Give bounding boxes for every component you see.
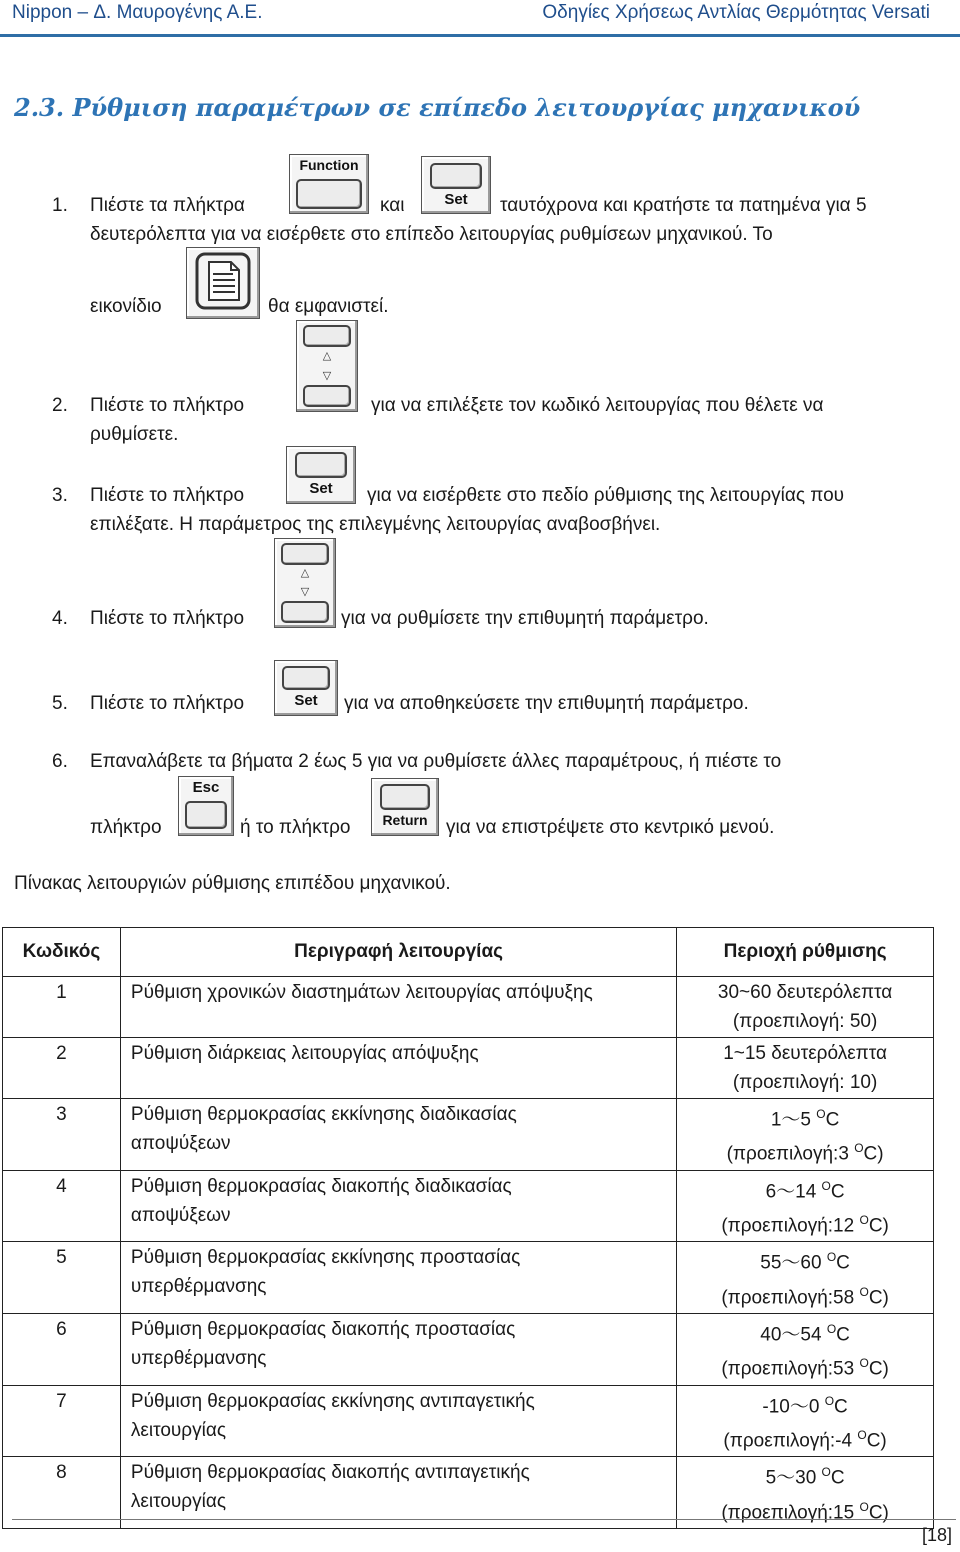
step-1-text-f: θα εμφανιστεί.: [268, 296, 389, 317]
header-document-title: Οδηγίες Χρήσεως Αντλίας Θερμότητας Versati: [542, 2, 930, 23]
row-range-line1: -10～0: [762, 1395, 820, 1417]
set-key-label: Set: [294, 692, 318, 709]
table-row: [3, 1313, 934, 1385]
set-key-label: Set: [444, 191, 468, 208]
row-description-line1: Ρύθμιση θερμοκρασίας διακοπής προστασίας: [130, 1318, 516, 1340]
row-description-line2: λειτουργίας: [130, 1419, 226, 1441]
step-1-text-c: ταυτόχρονα και κρατήστε τα πατημένα για 5: [500, 195, 867, 216]
row-description-line2: αποψύξεων: [130, 1133, 231, 1154]
set-key-icon: [274, 660, 338, 716]
row-range-line2: (προεπιλογή:58: [721, 1286, 855, 1308]
set-key-icon: [421, 156, 491, 214]
down-key-button-icon: [303, 385, 351, 407]
row-description: [120, 1170, 676, 1242]
table-row: [3, 1099, 934, 1171]
step-5-text-a: Πιέστε το πλήκτρο: [90, 693, 245, 714]
step-3-number: 3.: [52, 485, 68, 506]
row-description: [120, 977, 676, 1038]
degree-sup: O: [857, 1427, 867, 1442]
row-range: [677, 977, 934, 1038]
unit-close: C): [868, 1286, 889, 1308]
step-2-number: 2.: [52, 395, 68, 416]
degree-sup: O: [859, 1356, 869, 1371]
step-2-text-a: Πιέστε το πλήκτρο: [90, 395, 245, 416]
row-range-line1: 6～14: [765, 1180, 817, 1202]
section-title: 2.3. Ρύθμιση παραμέτρων σε επίπεδο λειτουργίας μηχανικού: [14, 93, 861, 122]
unit-close: C): [863, 1143, 884, 1165]
row-range-line2: (προεπιλογή: 10): [732, 1072, 878, 1093]
unit-close: C): [868, 1215, 889, 1237]
footer-divider: [12, 1519, 956, 1520]
return-key-label: Return: [382, 812, 428, 828]
up-arrow-icon: △: [300, 567, 310, 579]
up-key-button-icon: [303, 325, 351, 347]
row-description: [120, 1313, 676, 1385]
unit: C: [836, 1252, 850, 1274]
esc-key-button-icon: [185, 801, 227, 829]
page-number: [18]: [921, 1525, 952, 1545]
row-range-line1: 5～30: [765, 1467, 817, 1489]
row-range-line1: 1~15 δευτερόλεπτα: [723, 1043, 887, 1064]
step-4-text-a: Πιέστε το πλήκτρο: [90, 608, 245, 629]
up-key-button-icon: [281, 543, 329, 565]
function-key-button-icon: [296, 179, 362, 209]
step-3-text-c: επιλέξατε. Η παράμετρος της επιλεγμένης λειτουργίας αναβοσβήνει.: [90, 514, 661, 535]
row-range-line2: (προεπιλογή:53: [721, 1358, 855, 1380]
set-key-button-icon: [282, 666, 330, 690]
return-key-button-icon: [380, 784, 430, 810]
table-row: [3, 1385, 934, 1457]
row-description-line1: Ρύθμιση θερμοκρασίας διακοπής διαδικασίας: [130, 1175, 512, 1197]
degree-sup: O: [821, 1465, 831, 1480]
row-description-line1: Ρύθμιση θερμοκρασίας εκκίνησης διαδικασίας: [130, 1104, 517, 1125]
row-code: 8: [3, 1457, 121, 1529]
document-icon: [187, 248, 259, 318]
row-description-line1: Ρύθμιση χρονικών διαστημάτων λειτουργίας απόψυξης: [130, 982, 593, 1003]
degree-sup: O: [854, 1141, 864, 1156]
row-description-line2: αποψύξεων: [130, 1204, 231, 1226]
row-code: 7: [3, 1385, 121, 1457]
step-6-text-b: πλήκτρο: [90, 817, 162, 838]
row-range-line1: 30~60 δευτερόλεπτα: [717, 982, 893, 1003]
row-description: [120, 1385, 676, 1457]
row-range-line2: (προεπιλογή:15: [721, 1501, 855, 1523]
down-key-button-icon: [281, 601, 329, 623]
step-3-text-b: για να εισέρθετε στο πεδίο ρύθμισης της λειτουργίας που: [367, 485, 845, 506]
step-1-text-b: και: [380, 195, 405, 216]
header-range: Περιοχή ρύθμισης: [677, 928, 934, 977]
return-key-icon: [371, 778, 439, 836]
step-5-number: 5.: [52, 693, 68, 714]
degree-sup: O: [821, 1178, 831, 1193]
row-range: [677, 1038, 934, 1099]
row-description: [120, 1099, 676, 1171]
step-2-text-c: ρυθμίσετε.: [90, 424, 179, 445]
row-range: [677, 1385, 934, 1457]
header-code: Κωδικός: [3, 928, 121, 977]
row-code: 2: [3, 1038, 121, 1099]
up-arrow-icon: △: [322, 350, 332, 362]
set-key-label: Set: [309, 480, 333, 497]
row-range-line2: (προεπιλογή:12: [721, 1215, 855, 1237]
set-key-button-icon: [430, 163, 482, 189]
degree-sup: O: [826, 1321, 837, 1336]
unit-close: C): [868, 1358, 889, 1380]
function-key-icon: [289, 154, 369, 214]
step-4-text-b: για να ρυθμίσετε την επιθυμητή παράμετρο.: [341, 608, 709, 629]
step-2-text-b: για να επιλέξετε τον κωδικό λειτουργίας που θέλετε να: [371, 395, 824, 416]
row-range: [677, 1099, 934, 1171]
esc-key-label: Esc: [192, 779, 220, 796]
degree-sup: O: [824, 1393, 835, 1408]
set-key-icon: [286, 446, 356, 504]
row-code: 3: [3, 1099, 121, 1171]
step-1-text-e: εικονίδιο: [90, 296, 162, 317]
row-description-line1: Ρύθμιση θερμοκρασίας εκκίνησης προστασίας: [130, 1247, 521, 1269]
engineer-functions-table: [2, 927, 934, 1529]
row-range: [677, 1170, 934, 1242]
row-code: 5: [3, 1242, 121, 1314]
step-3-text-a: Πιέστε το πλήκτρο: [90, 485, 245, 506]
row-range: [677, 1242, 934, 1314]
row-description-line2: υπερθέρμανσης: [130, 1276, 267, 1298]
row-description-line1: Ρύθμιση θερμοκρασίας διακοπής αντιπαγετικής: [130, 1462, 530, 1484]
degree-sup: O: [859, 1499, 869, 1514]
row-description: [120, 1038, 676, 1099]
table-row: [3, 1457, 934, 1529]
step-1-text-a: Πιέστε τα πλήκτρα: [90, 195, 245, 216]
row-code: 1: [3, 977, 121, 1038]
row-range: [677, 1313, 934, 1385]
step-1-number: 1.: [52, 195, 68, 216]
table-header-row: [3, 928, 934, 977]
table-row: [3, 1242, 934, 1314]
row-code: 4: [3, 1170, 121, 1242]
step-6-number: 6.: [52, 751, 68, 772]
unit: C: [830, 1180, 845, 1202]
unit-close: C): [866, 1430, 887, 1452]
up-down-keys-icon: [296, 320, 358, 412]
step-6-text-a: Επαναλάβετε τα βήματα 2 έως 5 για να ρυθμίσετε άλλες παραμέτρους, ή πιέστε το: [90, 751, 782, 772]
page-header: [0, 0, 960, 37]
degree-sup: O: [826, 1250, 837, 1265]
row-description-line1: Ρύθμιση θερμοκρασίας εκκίνησης αντιπαγετικής: [130, 1390, 535, 1412]
row-description: [120, 1457, 676, 1529]
down-arrow-icon: ▽: [322, 370, 332, 382]
row-range-line1: 1～5: [770, 1109, 811, 1131]
row-range-line2: (προεπιλογή:-4: [723, 1430, 853, 1452]
step-1-text-d: δευτερόλεπτα για να εισέρθετε στο επίπεδο λειτουργίας ρυθμίσεων μηχανικού. Το: [90, 224, 773, 245]
down-arrow-icon: ▽: [300, 586, 310, 598]
unit: C: [836, 1324, 850, 1346]
table-row: [3, 1170, 934, 1242]
esc-key-icon: [178, 776, 234, 836]
row-range-line2: (προεπιλογή: 50): [732, 1011, 878, 1032]
degree-sup: O: [859, 1284, 869, 1299]
table-row: [3, 1038, 934, 1099]
header-description: Περιγραφή λειτουργίας: [120, 928, 676, 977]
row-description-line2: υπερθέρμανσης: [130, 1347, 267, 1369]
header-company: Nippon – Δ. Μαυρογένης Α.Ε.: [12, 2, 263, 23]
table-caption: Πίνακας λειτουργιών ρύθμισης επιπέδου μηχανικού.: [14, 873, 451, 894]
table-row: [3, 977, 934, 1038]
function-key-label: Function: [299, 157, 359, 173]
unit-close: C): [868, 1501, 889, 1523]
row-range: [677, 1457, 934, 1529]
step-5-text-b: για να αποθηκεύσετε την επιθυμητή παράμετρο.: [344, 693, 749, 714]
degree-sup: O: [859, 1212, 869, 1227]
step-4-number: 4.: [52, 608, 68, 629]
engineer-settings-document-icon: [186, 247, 260, 319]
set-key-button-icon: [295, 452, 347, 478]
step-6-text-c: ή το πλήκτρο: [240, 817, 351, 838]
row-description: [120, 1242, 676, 1314]
unit: C: [825, 1109, 840, 1131]
row-description-line2: λειτουργίας: [130, 1491, 226, 1513]
unit: C: [830, 1467, 845, 1489]
row-range-line2: (προεπιλογή:3: [726, 1143, 849, 1165]
row-description-line1: Ρύθμιση διάρκειας λειτουργίας απόψυξης: [130, 1043, 479, 1064]
row-range-line1: 55～60: [760, 1252, 822, 1274]
step-6-text-d: για να επιστρέψετε στο κεντρικό μενού.: [446, 817, 775, 838]
unit: C: [834, 1395, 848, 1417]
row-code: 6: [3, 1313, 121, 1385]
up-down-keys-icon: [274, 538, 336, 628]
row-range-line1: 40～54: [760, 1324, 822, 1346]
degree-sup: O: [816, 1107, 826, 1121]
